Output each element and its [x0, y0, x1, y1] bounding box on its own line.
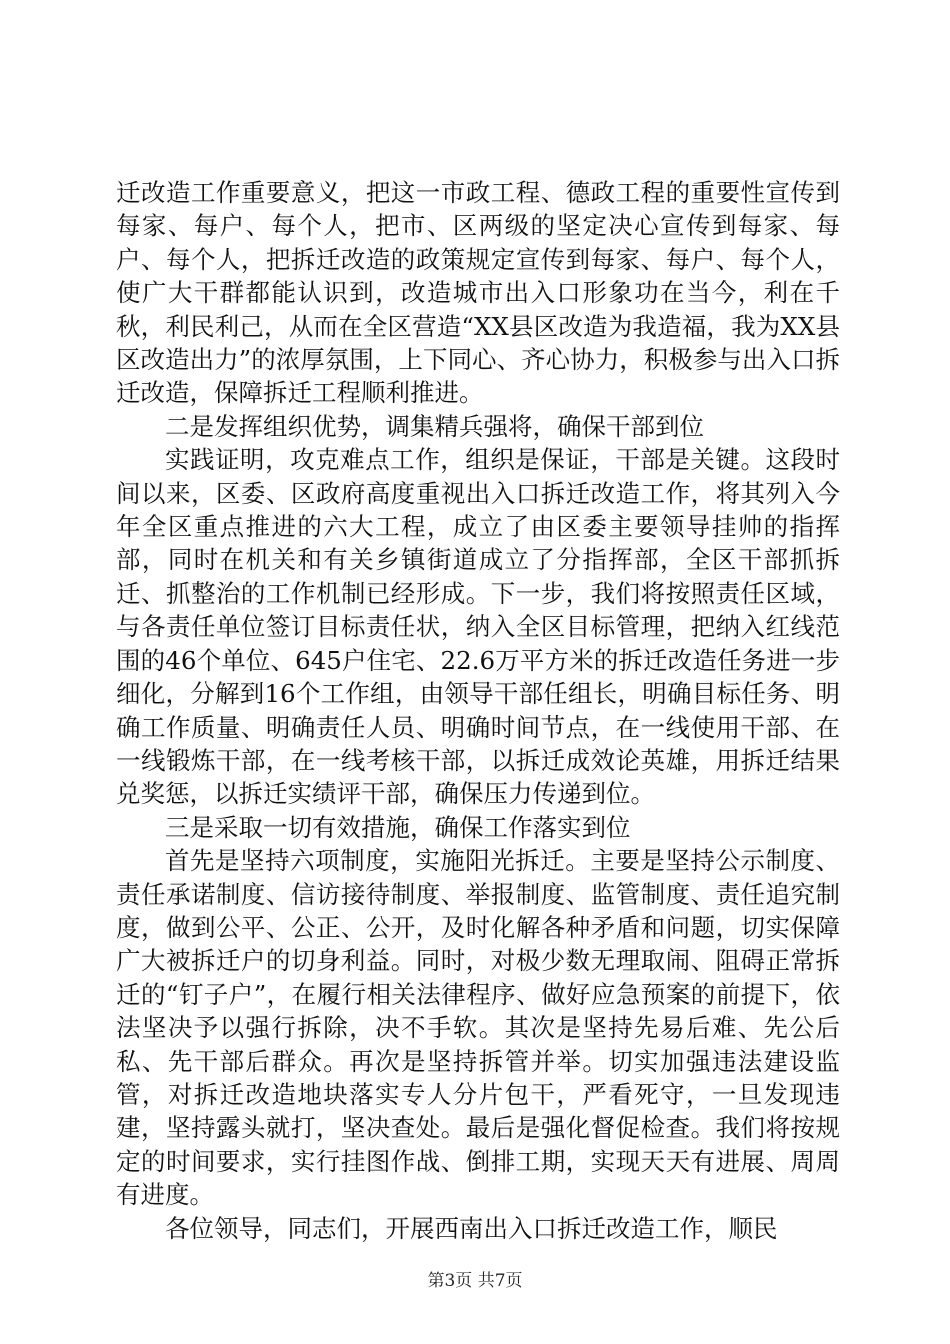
section-heading-2: 二是发挥组织优势，调集精兵强将，确保干部到位: [165, 411, 704, 441]
document-body: [116, 176, 840, 1245]
section-heading-3: 三是采取一切有效措施，确保工作落实到位: [165, 812, 631, 842]
paragraph-truncated: 各位领导，同志们，开展西南出入口拆迁改造工作，顺民: [165, 1213, 778, 1243]
paragraph: 实践证明，攻克难点工作，组织是保证，干部是关键。这段时间以来，区委、区政府高度重视出入口拆迁改造工作，将其列入今年全区重点推进的六大工程，成立了由区委主要领导挂帅的指挥部，同时在机关和有关乡镇街道成立了分指挥部，全区干部抓拆迁、抓整治的工作机制已经形成。下一步，我们将按照责任区域，与各责任单位签订目标责任状，纳入全区目标管理，把纳入红线范围的46个单位、645户住宅、22.6万平方米的拆迁改造任务进一步细化，分解到16个工作组，由领导干部任组长，明确目标任务、明确工作质量、明确责任人员、明确时间节点，在一线使用干部、在一线锻炼干部，在一线考核干部，以拆迁成效论英雄，用拆迁结果兑奖惩，以拆迁实绩评干部，确保压力传递到位。: [116, 445, 840, 809]
paragraph: 首先是坚持六项制度，实施阳光拆迁。主要是坚持公示制度、责任承诺制度、信访接待制度、举报制度、监管制度、责任追究制度，做到公平、公正、公开，及时化解各种矛盾和问题，切实保障广大被拆迁户的切身利益。同时，对极少数无理取闹、阻碍正常拆迁的“钉子户”，在履行相关法律程序、做好应急预案的前提下，依法坚决予以强行拆除，决不手软。其次是坚持先易后难、先公后私、先干部后群众。再次是坚持拆管并举。切实加强违法建设监管，对拆迁改造地块落实专人分片包干，严看死守，一旦发现违建，坚持露头就打，坚决查处。最后是强化督促检查。我们将按规定的时间要求，实行挂图作战、倒排工期，实现天天有进展、周周有进度。: [116, 846, 840, 1210]
paragraph-continued: 迁改造工作重要意义，把这一市政工程、德政工程的重要性宣传到每家、每户、每个人，把市、区两级的坚定决心宣传到每家、每户、每个人，把拆迁改造的政策规定宣传到每家、每户、每个人，使广大干群都能认识到，改造城市出入口形象功在当今，利在千秋，利民利己，从而在全区营造“XX县区改造为我造福，我为XX县区改造出力”的浓厚氛围，上下同心、齐心协力，积极参与出入口拆迁改造，保障拆迁工程顺利推进。: [116, 178, 840, 408]
page-number-footer: 第3页 共7页: [427, 1271, 523, 1291]
